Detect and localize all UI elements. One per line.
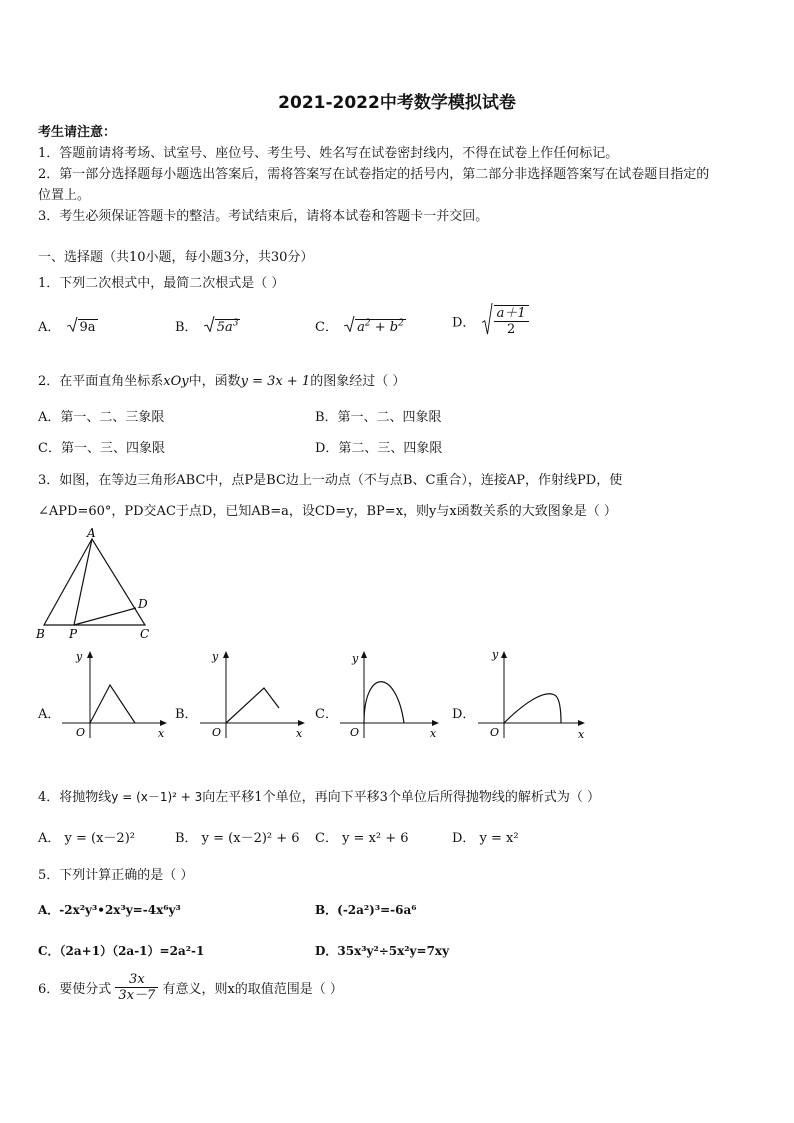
triangle-figure bbox=[32, 526, 162, 644]
q3-stem-line1: 3．如图，在等边三角形ABC中，点P是BC边上一动点（不与点B、C重合），连接AP，作射线PD，使 bbox=[38, 473, 623, 488]
q6-stem: 6．要使分式 $\frac{3x}{3x-7}$ 有意义，则x的取值范围是（ ） bbox=[38, 972, 343, 1003]
q2-option-c: C．第一、三、四象限 bbox=[38, 441, 165, 456]
option-label: A． bbox=[38, 320, 61, 335]
svg-text:O: O bbox=[490, 726, 500, 739]
label-b: B bbox=[36, 627, 45, 641]
fraction: $\frac{3x}{3x-7}$ bbox=[115, 972, 158, 1003]
label-d: D bbox=[138, 597, 148, 611]
q4-option-b: B． y = (x－2)² + 6 bbox=[175, 831, 300, 846]
segment-ap bbox=[74, 539, 92, 625]
q1-stem: 1．下列二次根式中，最简二次根式是（ ） bbox=[38, 276, 285, 291]
q2-option-b: B．第一、二、四象限 bbox=[315, 410, 442, 425]
label-a: A bbox=[87, 526, 96, 540]
q5-option-d: D．35x³y²÷5x²y=7xy bbox=[315, 944, 450, 958]
section-heading: 一、选择题（共10小题，每小题3分，共30分） bbox=[38, 250, 314, 265]
q3-option-d-label: D． bbox=[452, 707, 476, 722]
option-label: C． bbox=[315, 320, 338, 335]
triangle-abc bbox=[44, 539, 145, 625]
radical-sign-icon bbox=[482, 303, 493, 335]
sqrt-expression: $\frac{a+1}{2}$ bbox=[482, 305, 529, 337]
q5-option-b: B．(-2a²)³=-6a⁶ bbox=[315, 903, 417, 917]
q3-option-a-label: A． bbox=[38, 707, 61, 722]
q5-stem: 5．下列计算正确的是（ ） bbox=[38, 868, 194, 883]
svg-text:O: O bbox=[350, 726, 360, 739]
q2-option-d: D．第二、三、四象限 bbox=[315, 441, 443, 456]
q2-stem: 2．在平面直角坐标系xOy中，函数y = 3x + 1的图象经过（ ） bbox=[38, 374, 406, 389]
notice-item-2-cont: 位置上。 bbox=[38, 188, 91, 203]
svg-text:y: y bbox=[212, 650, 219, 663]
sqrt-expression: $5a^3$ bbox=[204, 319, 241, 335]
notice-item-3: 3．考生必须保证答题卡的整洁。考试结束后，请将本试卷和答题卡一并交回。 bbox=[38, 209, 489, 224]
sqrt-expression: 9a bbox=[67, 320, 98, 335]
segment-pd bbox=[74, 608, 136, 625]
radical-sign-icon bbox=[344, 316, 355, 332]
q2-option-a: A．第一、二、三象限 bbox=[38, 410, 165, 425]
svg-text:x: x bbox=[296, 727, 303, 740]
q3-graph-a bbox=[58, 648, 170, 743]
svg-text:x: x bbox=[430, 727, 437, 740]
option-label: B． bbox=[175, 320, 198, 335]
q1-option-c bbox=[315, 316, 406, 335]
q4-stem: 4．将抛物线y = (x－1)² + 3向左平移1个单位，再向下平移3个单位后所得抛物线的解析式为（ ） bbox=[38, 790, 600, 805]
svg-text:y: y bbox=[352, 652, 359, 665]
q4-option-a: A． y = (x－2)² bbox=[38, 831, 135, 846]
radical-sign-icon bbox=[204, 316, 215, 332]
page-title: 2021-2022中考数学模拟试卷 bbox=[278, 93, 516, 113]
label-c: C bbox=[140, 627, 150, 641]
q1-option-a bbox=[38, 316, 98, 335]
q5-option-c: C．（2a+1）（2a-1）=2a²-1 bbox=[38, 944, 205, 958]
svg-text:x: x bbox=[578, 728, 585, 741]
q3-graph-c bbox=[336, 648, 448, 743]
q1-option-b bbox=[175, 316, 240, 335]
svg-text:O: O bbox=[76, 726, 86, 739]
svg-text:y: y bbox=[76, 650, 83, 663]
notice-item-2: 2．第一部分选择题每小题选出答案后，需将答案写在试卷指定的括号内，第二部分非选择题答案写在试卷题目指定的 bbox=[38, 167, 710, 182]
q4-option-d: D． y = x² bbox=[452, 831, 519, 846]
notice-heading: 考生请注意： bbox=[38, 125, 117, 140]
sqrt-expression: $a^2 + b^2$ bbox=[344, 319, 406, 335]
q3-graph-d bbox=[474, 648, 589, 743]
q3-stem-line2: ∠APD=60°，PD交AC于点D，已知AB=a，设CD=y，BP=x，则y与x函数关系的大致图象是（ ） bbox=[38, 504, 617, 519]
svg-text:x: x bbox=[158, 727, 165, 740]
label-p: P bbox=[69, 627, 78, 641]
q3-option-c-label: C． bbox=[315, 707, 338, 722]
q3-option-b-label: B． bbox=[175, 707, 198, 722]
radical-sign-icon bbox=[67, 317, 78, 332]
notice-item-1: 1．答题前请将考场、试室号、座位号、考生号、姓名写在试卷密封线内，不得在试卷上作任何标记。 bbox=[38, 146, 619, 161]
q1-option-d bbox=[452, 305, 529, 337]
svg-text:O: O bbox=[212, 726, 222, 739]
q3-graph-b bbox=[196, 648, 308, 743]
option-label: D． bbox=[452, 315, 476, 331]
svg-text:y: y bbox=[492, 648, 499, 661]
q5-option-a: A．-2x²y³•2x³y=-4x⁶y³ bbox=[38, 903, 181, 917]
q4-option-c: C． y = x² + 6 bbox=[315, 831, 409, 846]
